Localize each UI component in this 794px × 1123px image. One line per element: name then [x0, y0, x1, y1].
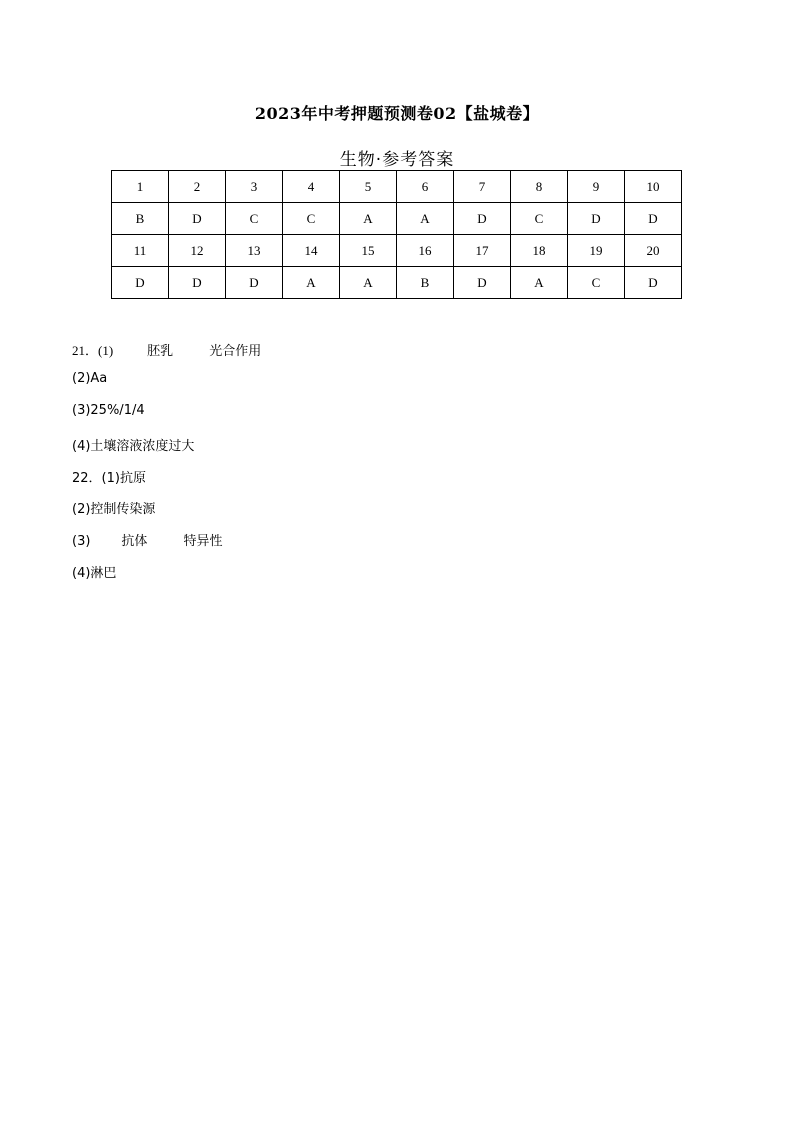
- table-cell: 3: [226, 171, 283, 203]
- table-cell: A: [283, 267, 340, 299]
- table-cell: B: [112, 203, 169, 235]
- table-row: [112, 267, 682, 299]
- table-cell: 17: [454, 235, 511, 267]
- table-cell: A: [511, 267, 568, 299]
- q21-part2: (2)Aa: [72, 371, 108, 386]
- q22-answer-a: 抗体: [121, 534, 148, 549]
- table-cell: D: [112, 267, 169, 299]
- q21-answer-b: 光合作用: [209, 344, 262, 359]
- table-cell: 12: [169, 235, 226, 267]
- q21-number: 21．(1): [72, 343, 114, 358]
- table-cell: 6: [397, 171, 454, 203]
- table-cell: 2: [169, 171, 226, 203]
- q22-part3-number: (3): [72, 534, 91, 549]
- table-cell: 18: [511, 235, 568, 267]
- table-cell: D: [454, 267, 511, 299]
- q22-answer-b: 特异性: [183, 534, 223, 549]
- q22-part4: (4)淋巴: [72, 566, 117, 581]
- table-cell: D: [169, 267, 226, 299]
- answer-table: [111, 170, 682, 299]
- table-cell: C: [511, 203, 568, 235]
- table-row: [112, 203, 682, 235]
- table-cell: 19: [568, 235, 625, 267]
- q22-part1: 22．(1)抗原: [72, 471, 146, 486]
- table-cell: A: [340, 267, 397, 299]
- table-cell: 1: [112, 171, 169, 203]
- page-subtitle: 生物·参考答案: [339, 150, 455, 170]
- table-cell: 20: [625, 235, 682, 267]
- table-cell: 4: [283, 171, 340, 203]
- table-cell: D: [625, 203, 682, 235]
- q21-part4: (4)土壤溶液浓度过大: [72, 439, 195, 454]
- table-cell: D: [625, 267, 682, 299]
- table-cell: A: [340, 203, 397, 235]
- table-cell: 13: [226, 235, 283, 267]
- page-title: 2023年中考押题预测卷02【盐城卷】: [254, 104, 540, 123]
- table-cell: 10: [625, 171, 682, 203]
- table-cell: 14: [283, 235, 340, 267]
- table-cell: 8: [511, 171, 568, 203]
- table-cell: 15: [340, 235, 397, 267]
- table-row: [112, 171, 682, 203]
- table-cell: B: [397, 267, 454, 299]
- table-row: [112, 235, 682, 267]
- table-cell: D: [568, 203, 625, 235]
- table-cell: C: [283, 203, 340, 235]
- q22-part2: (2)控制传染源: [72, 502, 156, 517]
- table-cell: 7: [454, 171, 511, 203]
- q21-answer-a: 胚乳: [147, 344, 174, 359]
- table-cell: 9: [568, 171, 625, 203]
- table-cell: 11: [112, 235, 169, 267]
- table-cell: 16: [397, 235, 454, 267]
- q22-part3: [72, 530, 222, 549]
- q21-part1: [72, 340, 261, 359]
- table-cell: 5: [340, 171, 397, 203]
- table-cell: D: [226, 267, 283, 299]
- table-cell: D: [454, 203, 511, 235]
- table-cell: D: [169, 203, 226, 235]
- table-cell: C: [226, 203, 283, 235]
- table-cell: C: [568, 267, 625, 299]
- table-cell: A: [397, 203, 454, 235]
- q21-part3: (3)25%/1/4: [72, 403, 145, 418]
